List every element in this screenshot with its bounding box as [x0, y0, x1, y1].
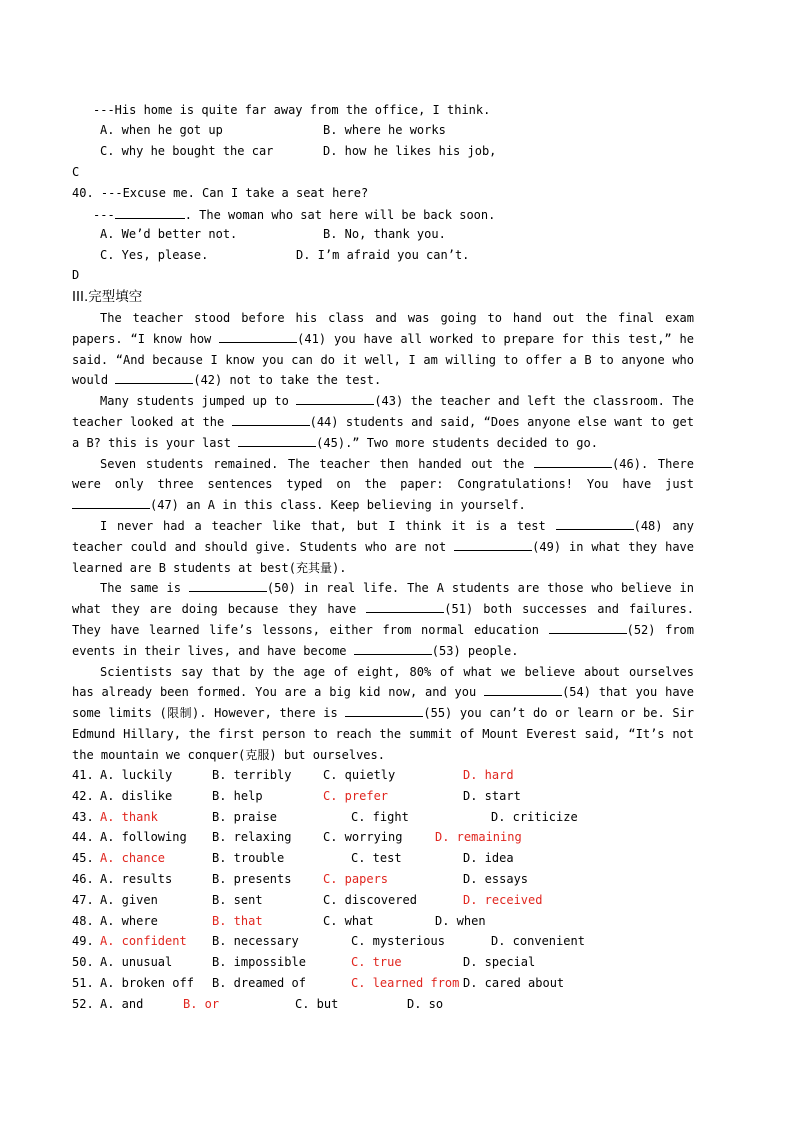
q40-reply — [93, 207, 495, 222]
q40-option-d: D. I’m afraid you can’t. — [296, 248, 470, 262]
option-c: C. fight — [351, 809, 409, 824]
answer-blank — [296, 393, 374, 405]
question-number: 50. — [72, 955, 94, 970]
option-d: D. remaining — [435, 830, 522, 845]
answer-blank — [72, 497, 150, 509]
option-d: D. received — [463, 892, 543, 907]
answer-blank — [556, 518, 634, 530]
answer-blank — [354, 643, 432, 655]
passage-paragraph-4: I never had a teacher like that, but I think it is a test (48) any teacher could and should give. Students who are not (49) in what they have learned are B students at best(充其量). — [72, 518, 695, 575]
answer-blank — [219, 331, 297, 343]
option-d: D. special — [463, 955, 536, 970]
q40-reply-suffix: . The woman who sat here will be back soon. — [184, 208, 496, 222]
option-d: D. when — [435, 913, 486, 928]
q40-option-b: B. No, thank you. — [323, 227, 446, 241]
q39-option-a: A. when he got up — [100, 123, 223, 137]
option-c: C. what — [323, 913, 374, 928]
option-b: B. relaxing — [212, 830, 292, 845]
answer-blank — [345, 705, 423, 717]
option-a: A. where — [100, 913, 158, 928]
option-d: D. start — [463, 788, 521, 803]
answer-blank — [115, 372, 193, 384]
section-heading: III.完型填空 — [72, 289, 143, 305]
option-c: C. learned from — [351, 976, 460, 990]
option-a: A. following — [100, 830, 187, 845]
question-number: 48. — [72, 913, 94, 928]
question-number: 42. — [72, 788, 94, 803]
option-c: C. worrying — [323, 830, 403, 845]
answer-blank — [189, 580, 267, 592]
q39-option-c: C. why he bought the car — [100, 144, 274, 158]
option-d: D. criticize — [491, 809, 578, 824]
option-b: B. necessary — [212, 934, 299, 949]
q40-reply-prefix: --- — [93, 208, 115, 222]
option-b: B. trouble — [212, 851, 285, 866]
option-c: C. discovered — [323, 892, 417, 907]
answer-blank — [238, 435, 316, 447]
passage-paragraph-2: Many students jumped up to (43) the teacher and left the classroom. The teacher looked at the (44) students and said, “Does anyone else want to get a B? this is your last (45).” Two more students decided to go. — [72, 394, 694, 450]
option-c: C. but — [295, 996, 339, 1011]
option-d: D. convenient — [491, 934, 585, 949]
q40-option-c: C. Yes, please. — [100, 248, 209, 262]
option-b: B. praise — [212, 809, 278, 824]
question-number: 47. — [72, 892, 94, 907]
option-b: B. dreamed of — [212, 976, 306, 990]
answer-blank — [534, 456, 612, 468]
answer-blank — [454, 539, 532, 551]
option-a: A. luckily — [100, 768, 173, 782]
q39-option-b: B. where he works — [323, 123, 446, 137]
option-c: C. mysterious — [351, 934, 445, 949]
option-b: B. presents — [212, 872, 292, 886]
q39-reply: ---His home is quite far away from the office, I think. — [93, 103, 491, 117]
option-b: B. impossible — [212, 955, 306, 970]
option-c: C. true — [351, 955, 402, 970]
question-number: 51. — [72, 976, 94, 990]
option-d: D. hard — [463, 768, 514, 782]
passage-paragraph-6: Scientists say that by the age of eight, 80% of what we believe about ourselves has already been formed. You are a big kid now, and you (54) that you have some limits (限制). However, there is (55) you can’t do or learn or be. Sir Edmund Hillary, the first person to reach the summit of Mount Everest said, “It’s not the mountain we conquer(克服) but ourselves. — [72, 664, 695, 762]
question-number: 52. — [72, 996, 94, 1011]
answer-blank — [115, 207, 185, 219]
option-a: A. unusual — [100, 955, 173, 970]
option-a: A. broken off — [100, 976, 194, 990]
question-number: 45. — [72, 851, 94, 866]
passage-paragraph-3: Seven students remained. The teacher then handed out the (46). There were only three sentences typed on the paper: Congratulations! You have just (47) an A in this class. Keep believing in yourself. — [72, 456, 694, 513]
option-a: A. confident — [100, 934, 187, 949]
option-d: D. essays — [463, 872, 529, 886]
option-a: A. given — [100, 892, 158, 907]
q40-answer: D — [72, 268, 80, 282]
answer-blank — [549, 622, 627, 634]
q40-question: 40. ---Excuse me. Can I take a seat here? — [72, 186, 369, 200]
option-a: A. and — [100, 996, 144, 1011]
question-number: 41. — [72, 768, 94, 782]
question-number: 49. — [72, 934, 94, 949]
q39-answer: C — [72, 165, 80, 179]
passage-paragraph-1: The teacher stood before his class and was going to hand out the final exam papers. “I know how (41) you have all worked to prepare for this test,” he said. “And because I know you can do it well, I am willing to offer a B to anyone who would (42) not to take the test. — [72, 311, 694, 388]
option-d: D. cared about — [463, 976, 565, 990]
passage-paragraph-5: The same is (50) in real life. The A students are those who believe in what they are doing because they have (51) both successes and failures. They have learned life’s lessons, either from normal education (52) from events in their lives, and have become (53) people. — [72, 581, 694, 658]
q40-option-a: A. We’d better not. — [100, 227, 238, 241]
option-b: B. sent — [212, 892, 263, 907]
option-a: A. chance — [100, 851, 166, 866]
answer-blank — [484, 684, 562, 696]
answer-blank — [366, 601, 444, 613]
answer-blank — [232, 414, 310, 426]
option-b: B. terribly — [212, 768, 292, 782]
question-number: 44. — [72, 830, 94, 845]
option-a: A. dislike — [100, 788, 173, 803]
option-d: D. so — [407, 996, 444, 1011]
q39-option-d: D. how he likes his job, — [323, 144, 497, 158]
option-a: A. thank — [100, 809, 158, 824]
cloze-passage — [72, 308, 694, 766]
option-b: B. that — [212, 913, 263, 928]
question-number: 43. — [72, 809, 94, 824]
option-c: C. test — [351, 851, 402, 866]
option-b: B. or — [183, 996, 220, 1011]
option-c: C. quietly — [323, 768, 396, 782]
option-b: B. help — [212, 788, 263, 803]
question-number: 46. — [72, 872, 94, 886]
option-d: D. idea — [463, 851, 514, 866]
option-c: C. papers — [323, 872, 389, 886]
option-c: C. prefer — [323, 788, 389, 803]
option-a: A. results — [100, 872, 173, 886]
